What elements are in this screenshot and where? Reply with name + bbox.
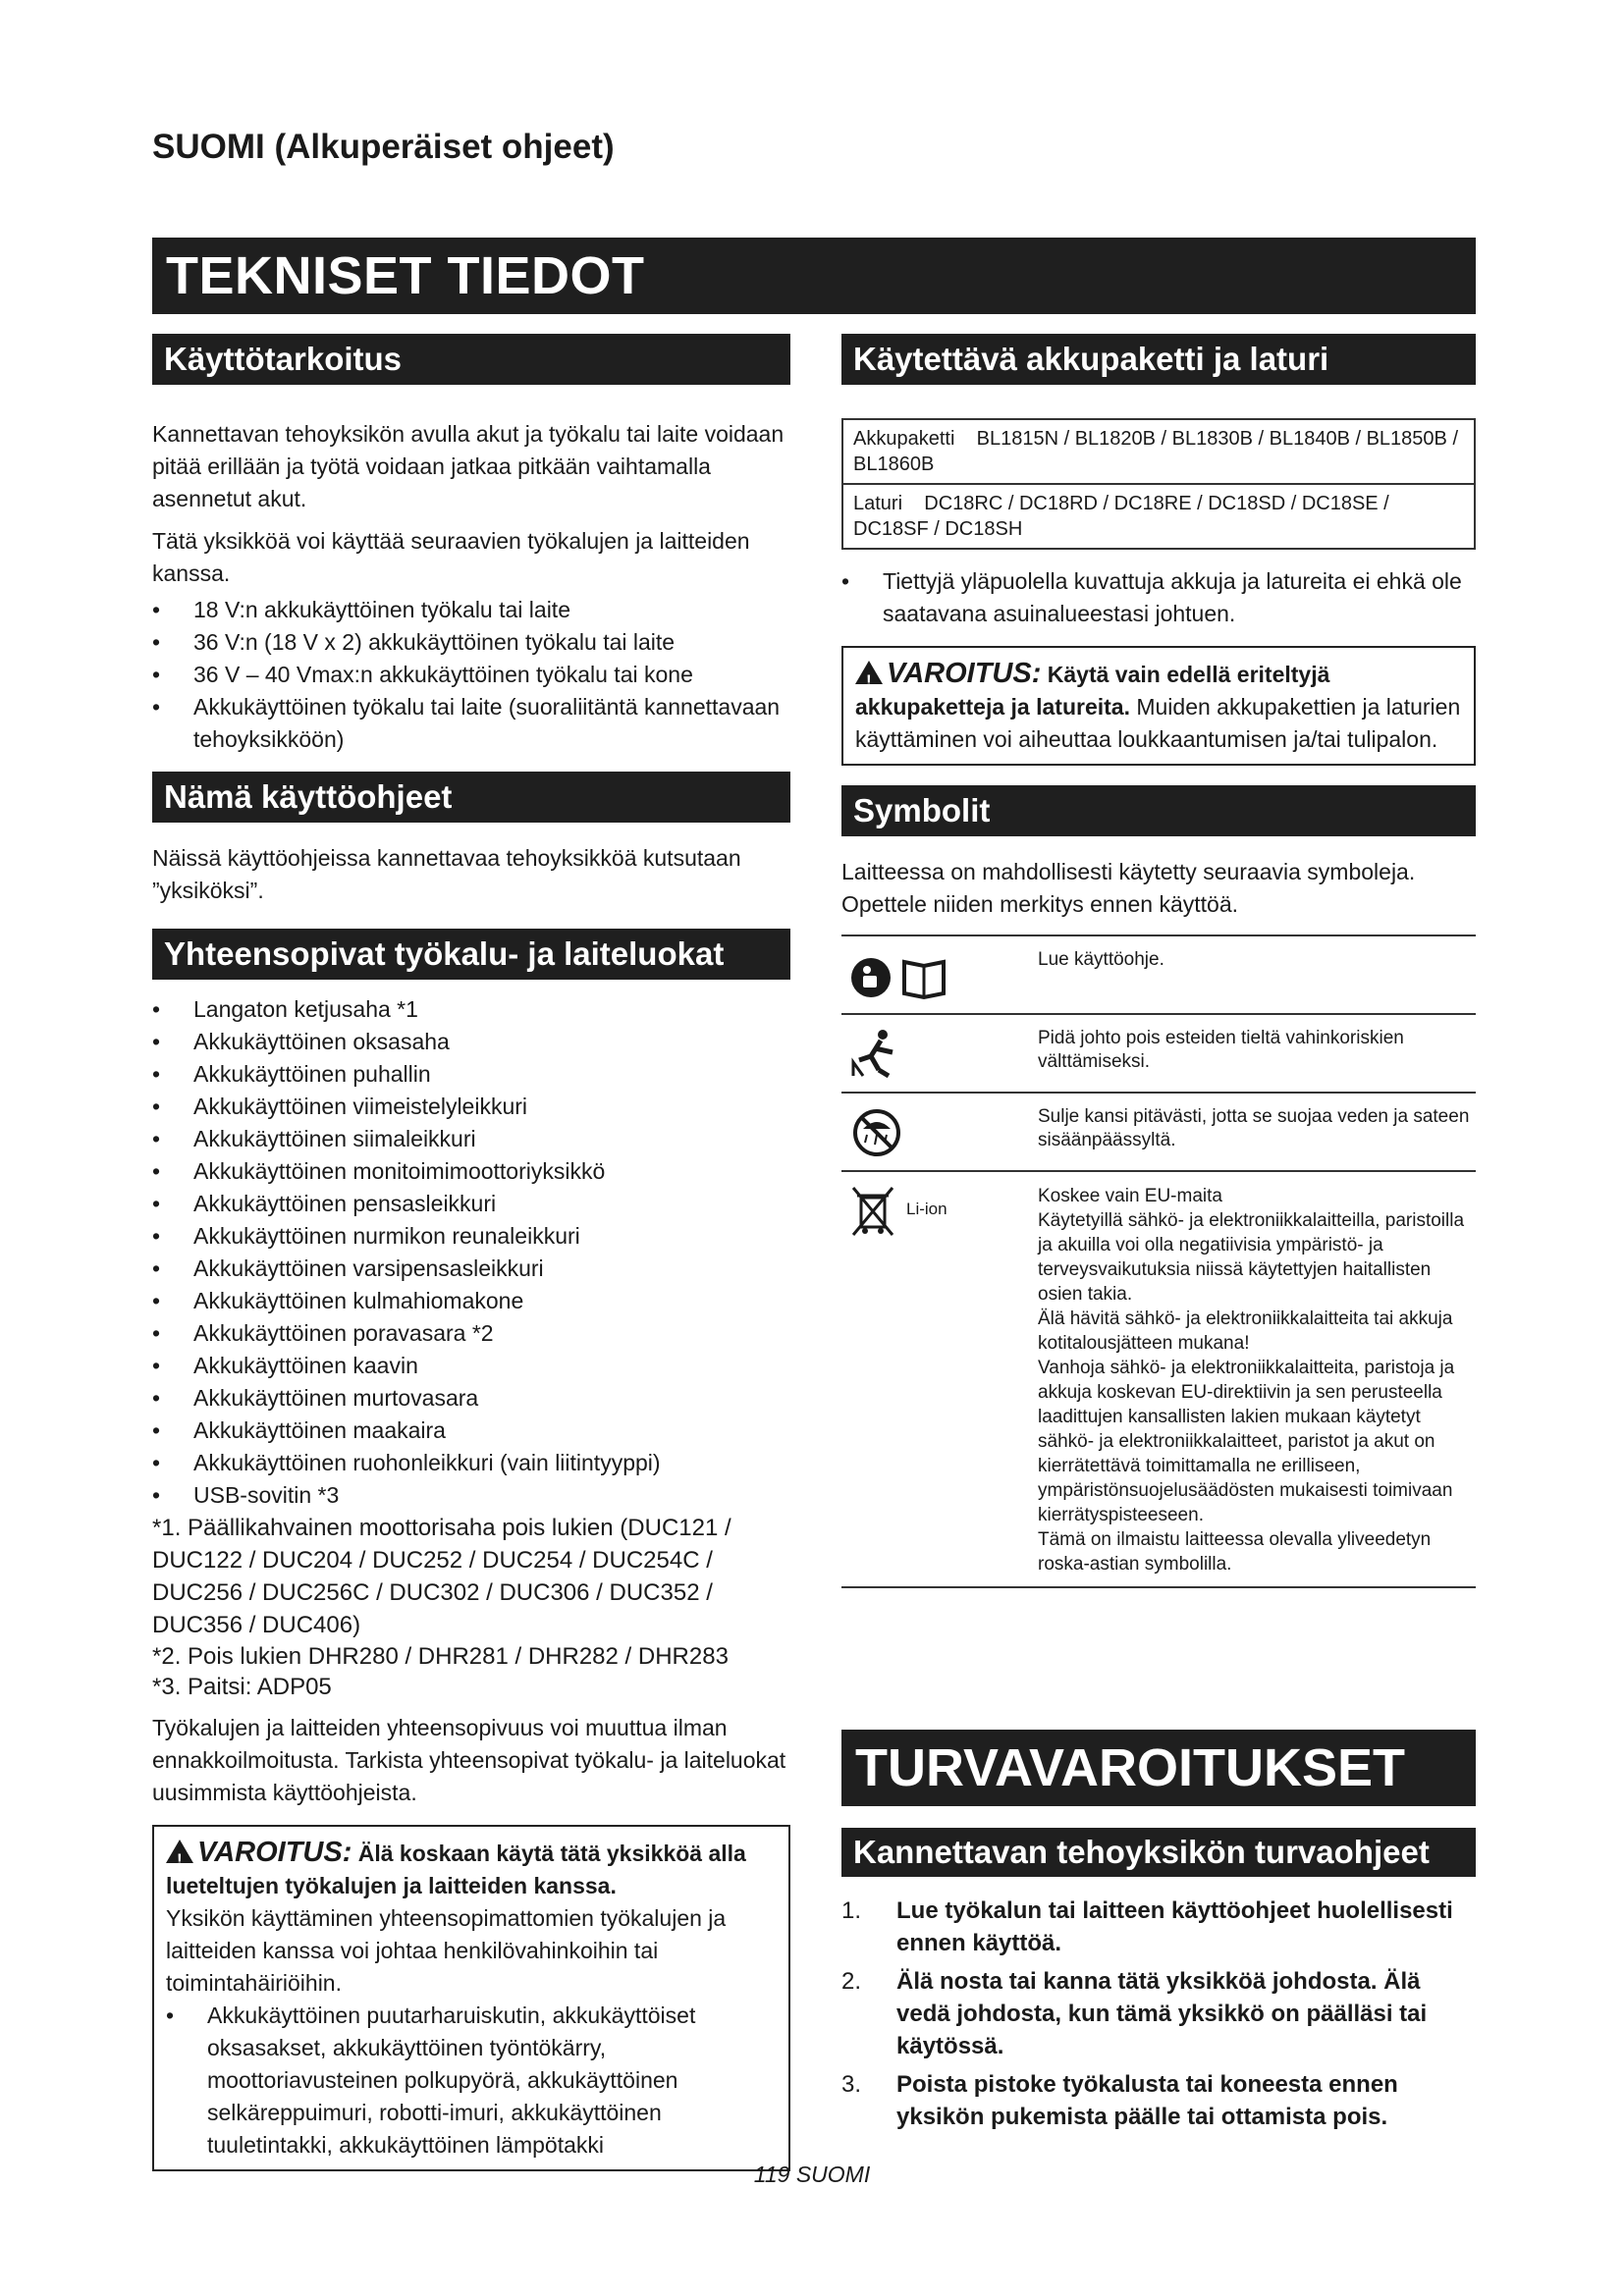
list-item: • Akkukäyttöinen työkalu tai laite (suoraliitäntä kannettavaan tehoyksikköön) <box>152 691 790 756</box>
page-title: SUOMI (Alkuperäiset ohjeet) <box>152 128 615 166</box>
warning-lead: Käytä vain edellä eriteltyjä akkupaketteja ja latureita. <box>855 662 1330 720</box>
list-item: • Akkukäyttöinen siimaleikkuri <box>152 1123 790 1155</box>
weee-label: Li-ion <box>906 1200 947 1218</box>
list-item: 1. Lue työkalun tai laitteen käyttöohjeet huolellisesti ennen käyttöä. <box>841 1897 1453 1956</box>
list-item: • 36 V:n (18 V x 2) akkukäyttöinen työkalu tai laite <box>152 626 790 659</box>
safety-list <box>841 1895 1476 2133</box>
safety-item-text: Lue työkalun tai laitteen käyttöohjeet huolellisesti ennen käyttöä. <box>896 1897 1453 1956</box>
list-item: • Akkukäyttöinen viimeistelyleikkuri <box>152 1091 790 1123</box>
compat-heading: Yhteensopivat työkalu- ja laiteluokat <box>152 929 790 980</box>
footnote-1: *1. Päällikahvainen moottorisaha pois lukien (DUC121 / DUC122 / DUC204 / DUC252 / DUC254 / DUC254C / DUC256 / DUC256C / DUC302 / DUC306 / DUC352 / DUC356 / DUC406) <box>152 1515 731 1638</box>
read-manual-icon <box>841 948 1038 1003</box>
list-item: • Akkukäyttöinen oksasaha <box>152 1026 790 1058</box>
warning-box <box>841 646 1476 766</box>
purpose-text-2: Tätä yksikköä voi käyttää seuraavien työkalujen ja laitteiden kanssa. <box>152 528 750 586</box>
safety-item-text: Älä nosta tai kanna tätä yksikköä johdosta. Älä vedä johdosta, kun tämä yksikkö on päälläsi tai käytössä. <box>896 1968 1428 2059</box>
weee-bin-icon <box>849 1184 898 1239</box>
symbol-row <box>841 1092 1476 1170</box>
battery-heading: Käytettävä akkupaketti ja laturi <box>841 334 1476 385</box>
symbols-heading: Symbolit <box>841 785 1476 836</box>
availability-list <box>841 565 1476 630</box>
symbol-row <box>841 1013 1476 1092</box>
page-footer: 119 SUOMI <box>753 2162 871 2187</box>
list-item: • Tiettyjä yläpuolella kuvattuja akkuja ja latureita ei ehkä ole saatavana asuinalueestasi johtuen. <box>841 565 1476 630</box>
list-item: • Akkukäyttöinen ruohonleikkuri (vain liitintyyppi) <box>152 1447 790 1479</box>
list-item: • USB-sovitin *3 <box>152 1479 790 1512</box>
manual-heading: Nämä käyttöohjeet <box>152 772 790 823</box>
purpose-text: Kannettavan tehoyksikön avulla akut ja työkalu tai laite voidaan pitää erillään ja työtä voidaan jatkaa pitkään vaihtamalla asennetut akut. <box>152 421 785 511</box>
purpose-list <box>152 594 790 756</box>
list-item: • Akkukäyttöinen nurmikon reunaleikkuri <box>152 1220 790 1253</box>
manual-text: Näissä käyttöohjeissa kannettavaa tehoyksikköä kutsutaan ”yksiköksi”. <box>152 845 741 903</box>
compat-list <box>152 993 790 1512</box>
specs-banner: TEKNISET TIEDOT <box>152 238 1476 314</box>
list-item: 3. Poista pistoke työkalusta tai koneesta ennen yksikön pukemista päälle tai ottamista pois. <box>841 2071 1398 2130</box>
list-item: 2. Älä nosta tai kanna tätä yksikköä johdosta. Älä vedä johdosta, kun tämä yksikkö on päälläsi tai käytössä. <box>841 1968 1428 2059</box>
safety-heading: Kannettavan tehoyksikön turvaohjeet <box>841 1828 1476 1877</box>
list-item: • Akkukäyttöinen puutarharuiskutin, akkukäyttöiset oksasakset, akkukäyttöinen työntökärry, moottoriavusteinen polkupyörä, akkukäyttöinen selkäreppuimuri, robotti-imuri, akkukäyttöinen tuuletintakki, akkukäyttöinen lämpötakki <box>166 2000 779 2162</box>
battery-models: BL1815N / BL1820B / BL1830B / BL1840B / BL1850B / BL1860B <box>853 428 1458 475</box>
left-column <box>152 334 790 2171</box>
table-row <box>842 419 1475 484</box>
symbol-text: Lue käyttöohje. <box>1038 949 1164 970</box>
charger-label: Laturi <box>853 493 903 514</box>
symbol-row <box>841 1170 1476 1588</box>
list-item: • Akkukäyttöinen puhallin <box>152 1058 790 1091</box>
symbol-text: Pidä johto pois esteiden tieltä vahinkoriskien välttämiseksi. <box>1038 1028 1404 1072</box>
purpose-heading: Käyttötarkoitus <box>152 334 790 385</box>
list-item: • Akkukäyttöinen pensasleikkuri <box>152 1188 790 1220</box>
symbol-row <box>841 934 1476 1013</box>
list-item: • Akkukäyttöinen murtovasara <box>152 1382 790 1415</box>
compat-note: Työkalujen ja laitteiden yhteensopivuus voi muuttua ilman ennakkoilmoitusta. Tarkista yhteensopivat työkalu- ja laiteluokat uusimmista käyttöohjeista. <box>152 1715 786 1805</box>
warning-text: Yksikön käyttäminen yhteensopimattomien työkalujen ja laitteiden kanssa voi johtaa henkilövahinkoihin tai toimintahäiriöihin. <box>166 1905 727 1996</box>
safety-item-text: Poista pistoke työkalusta tai koneesta ennen yksikön pukemista päälle tai ottamista pois. <box>896 2071 1398 2130</box>
footnote-3: *3. Paitsi: ADP05 <box>152 1674 332 1700</box>
safety-section <box>841 1828 1476 2139</box>
warning-box <box>152 1825 790 2171</box>
symbols-intro: Laitteessa on mahdollisesti käytetty seuraavia symboleja. Opettele niiden merkitys ennen käyttöä. <box>841 859 1416 917</box>
list-item: • Langaton ketjusaha *1 <box>152 993 790 1026</box>
list-item: • Akkukäyttöinen monitoimimoottoriyksikkö <box>152 1155 790 1188</box>
list-item: • 36 V – 40 Vmax:n akkukäyttöinen työkalu tai kone <box>152 659 790 691</box>
list-item: • Akkukäyttöinen poravasara *2 <box>152 1317 790 1350</box>
right-column <box>841 334 1476 1588</box>
warning-label: VAROITUS: <box>197 1837 352 1868</box>
list-item: • Akkukäyttöinen kaavin <box>152 1350 790 1382</box>
list-item: • Akkukäyttöinen kulmahiomakone <box>152 1285 790 1317</box>
cord-trip-icon <box>841 1027 1038 1082</box>
symbol-text: Koskee vain EU-maita Käytetyillä sähkö- ja elektroniikkalaitteilla, paristoilla ja akuilla voi olla negatiivisia ympäristö- ja terveysvaikutuksia niissä käytettyjen haitallisten osien takia. Älä hävitä sähkö- ja elektroniikkalaitteita tai akkuja kotitalousjätteen mukana! Vanhoja sähkö- ja elektroniikkalaitteita, paristoja ja akkuja koskevan EU-direktiivin ja sen perusteella laadittujen kansallisten lakien mukaan käytetyt sähkö- ja elektroniikkalaitteet, paristot ja akut on kierrätettävä toimittamalla ne erilliseen, ympäristönsuojelusäädösten mukaisesti toimivaan kierrätyspisteeseen. Tämä on ilmaistu laitteessa olevalla yliveedetyn roska-astian symbolilla. <box>1038 1186 1465 1575</box>
list-item: • 18 V:n akkukäyttöinen työkalu tai laite <box>152 594 790 626</box>
list-item: • Akkukäyttöinen varsipensasleikkuri <box>152 1253 790 1285</box>
battery-table <box>841 418 1476 550</box>
safety-banner: TURVAVAROITUKSET <box>841 1730 1476 1806</box>
list-item: • Akkukäyttöinen maakaira <box>152 1415 790 1447</box>
table-row <box>842 484 1475 549</box>
warning-list <box>166 2000 779 2162</box>
charger-models: DC18RC / DC18RD / DC18RE / DC18SD / DC18SE / DC18SF / DC18SH <box>853 493 1389 540</box>
symbols-table <box>841 934 1476 1588</box>
warning-label: VAROITUS: <box>887 658 1042 689</box>
warning-text: Muiden akkupakettien ja laturien käyttäminen voi aiheuttaa loukkaantumisen ja/tai tulipalon. <box>855 694 1461 752</box>
warning-icon <box>855 661 883 684</box>
symbol-text: Sulje kansi pitävästi, jotta se suojaa veden ja sateen sisäänpäässyltä. <box>1038 1106 1470 1150</box>
no-rain-icon <box>841 1105 1038 1160</box>
footnote-2: *2. Pois lukien DHR280 / DHR281 / DHR282 / DHR283 <box>152 1643 729 1670</box>
weee-cell <box>841 1184 1038 1576</box>
battery-label: Akkupaketti <box>853 428 955 450</box>
warning-lead: Älä koskaan käytä tätä yksikköä alla lueteltujen työkalujen ja laitteiden kanssa. <box>166 1841 746 1898</box>
warning-icon <box>166 1840 193 1863</box>
